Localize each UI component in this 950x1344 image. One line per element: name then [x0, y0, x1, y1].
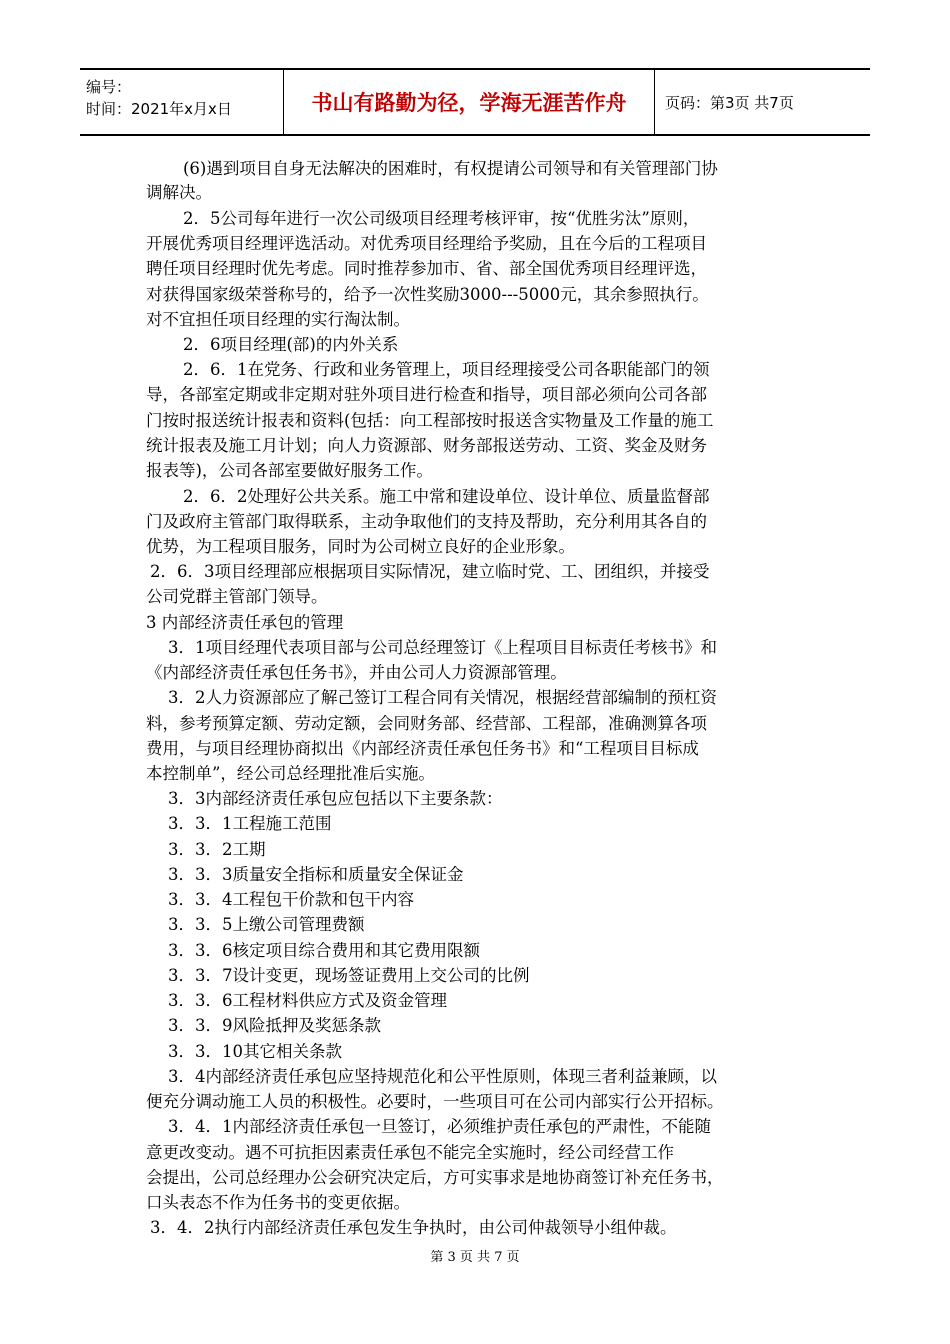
body-line: 费用，与项目经理协商拟出《内部经济责任承包任务书》和“工程项目目标成	[146, 739, 699, 758]
page-header	[80, 68, 870, 136]
body-line: 对不宜担任项目经理的实行淘汰制。	[146, 310, 410, 329]
clause-item: 3．3．4工程包干价款和包干内容	[168, 890, 414, 909]
body-line: 对获得国家级荣誉称号的，给予一次性奖励3000---5000元，其余参照执行。	[146, 285, 709, 304]
body-line: 优势，为工程项目服务，同时为公司树立良好的企业形象。	[146, 537, 575, 556]
body-line: 3．2人力资源部应了解己签订工程合同有关情况，根据经营部编制的预杠资	[168, 688, 717, 707]
body-line: 口头表态不作为任务书的变更依据。	[146, 1193, 410, 1212]
body-line: 本控制单”，经公司总经理批准后实施。	[146, 764, 435, 783]
clause-item: 3．3．9风险抵押及奖惩条款	[168, 1016, 381, 1035]
body-line: 3．3内部经济责任承包应包括以下主要条款：	[168, 789, 503, 808]
body-line: 料，参考预算定额、劳动定额，会同财务部、经营部、工程部，准确测算各项	[146, 714, 707, 733]
document-date: 时间：2021年x月x日	[86, 100, 232, 118]
body-line: 公司党群主管部门领导。	[146, 587, 328, 606]
body-line: 门及政府主管部门取得联系，主动争取他们的支持及帮助，充分利用其各自的	[146, 512, 707, 531]
body-line: 门按时报送统计报表和资料(包括：向工程部按时报送含实物量及工作量的施工	[146, 411, 714, 430]
header-motto: 书山有路勤为径，学海无涯苦作舟	[284, 70, 655, 134]
body-line: 意更改变动。遇不可抗拒因素责任承包不能完全实施时，经公司经营工作	[146, 1143, 674, 1162]
body-line: 导，各部室定期或非定期对驻外项目进行检查和指导，项目部必须向公司各部	[146, 385, 707, 404]
body-line: 调解决。	[146, 183, 212, 202]
body-line: 2．6项目经理(部)的内外关系	[183, 335, 399, 354]
body-line: 2．6．3项目经理部应根据项目实际情况，建立临时党、工、团组织，并接受	[150, 562, 710, 581]
body-line: 便充分调动施工人员的积极性。必要时，一些项目可在公司内部实行公开招标。	[146, 1092, 724, 1111]
clause-item: 3．3．3质量安全指标和质量安全保证金	[168, 865, 464, 884]
section-heading: 3 内部经济责任承包的管理	[146, 613, 344, 632]
clause-item: 3．3．5上缴公司管理费额	[168, 915, 365, 934]
header-page-info: 页码：第3页 共7页	[665, 93, 794, 112]
clause-item: 3．3．10其它相关条款	[168, 1042, 342, 1061]
clause-item: 3．3．6核定项目综合费用和其它费用限额	[168, 941, 480, 960]
body-line: 报表等)，公司各部室要做好服务工作。	[146, 461, 433, 480]
body-line: 2．5公司每年进行一次公司级项目经理考核评审，按“优胜劣汰”原则，	[183, 209, 700, 228]
body-line: 会提出，公司总经理办公会研究决定后，方可实事求是地协商签订补充任务书，	[146, 1168, 724, 1187]
page-footer: 第 3 页 共 7 页	[430, 1250, 520, 1265]
body-line: 2．6．1在党务、行政和业务管理上，项目经理接受公司各职能部门的领	[183, 360, 710, 379]
body-line: (6)遇到项目自身无法解决的困难时，有权提请公司领导和有关管理部门协	[183, 159, 718, 178]
body-line: 3．4．2执行内部经济责任承包发生争执时，由公司仲裁领导小组仲裁。	[150, 1218, 677, 1237]
body-line: 《内部经济责任承包任务书》，并由公司人力资源部管理。	[146, 663, 567, 682]
header-meta	[80, 70, 284, 134]
clause-item: 3．3．2工期	[168, 840, 266, 859]
body-line: 聘任项目经理时优先考虑。同时推荐参加市、省、部全国优秀项目经理评选，	[146, 259, 707, 278]
document-number-label: 编号：	[86, 78, 132, 96]
body-line: 3．1项目经理代表项目部与公司总经理签订《上程项目目标责任考核书》和	[168, 638, 717, 657]
clause-item: 3．3．1工程施工范围	[168, 814, 332, 833]
clause-item: 3．3．6工程材料供应方式及资金管理	[168, 991, 447, 1010]
body-line: 开展优秀项目经理评选活动。对优秀项目经理给予奖励，且在今后的工程项目	[146, 234, 707, 253]
clause-item: 3．3．7设计变更，现场签证费用上交公司的比例	[168, 966, 530, 985]
body-line: 3．4内部经济责任承包应坚持规范化和公平性原则，体现三者利益兼顾，以	[168, 1067, 717, 1086]
body-line: 统计报表及施工月计划；向人力资源部、财务部报送劳动、工资、奖金及财务	[146, 436, 707, 455]
body-line: 3．4．1内部经济责任承包一旦签订，必须维护责任承包的严肃性，不能随	[168, 1117, 711, 1136]
body-line: 2．6．2处理好公共关系。施工中常和建设单位、设计单位、质量监督部	[183, 487, 710, 506]
